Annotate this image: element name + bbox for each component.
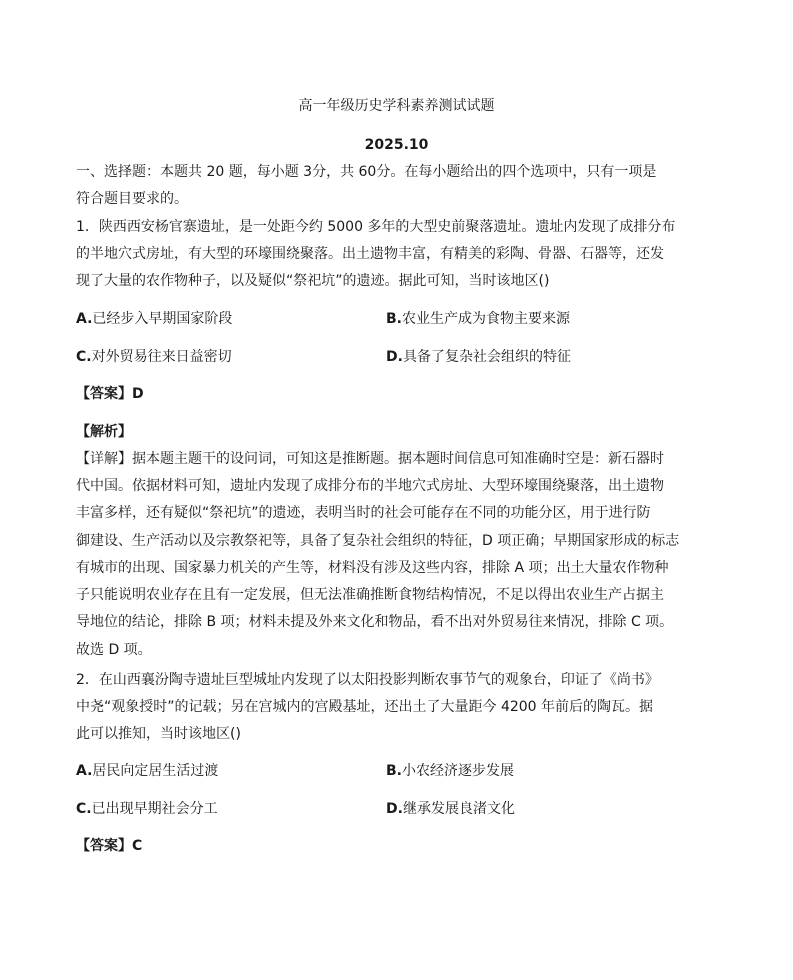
question-1-analysis-line-4: 御建设、生产活动以及宗教祭祀等，具备了复杂社会组织的特征，D 项正确；早期国家形成的标志 (76, 533, 680, 549)
option-letter: C. (76, 801, 92, 817)
question-2-option-d (386, 800, 515, 818)
question-1-analysis-label: 【解析】 (76, 424, 132, 440)
option-letter: D. (386, 801, 403, 817)
question-1-stem-line-3: 现了大量的农作物种子，以及疑似“祭祀坑”的遗迹。据此可知，当时该地区() (76, 273, 550, 289)
option-letter: D. (386, 349, 403, 365)
question-2-option-b (386, 762, 514, 780)
option-text: 已经步入早期国家阶段 (92, 311, 233, 327)
option-text: 具备了复杂社会组织的特征 (402, 349, 571, 365)
option-letter: A. (76, 311, 93, 327)
question-2-option-c (76, 800, 218, 818)
question-1-analysis-line-1: 【详解】据本题主题干的设问词，可知这是推断题。据本题时间信息可知准确时空是：新石器时 (76, 451, 664, 467)
question-1-analysis-line-6: 子只能说明农业存在且有一定发展，但无法准确推断食物结构情况，不足以得出农业生产占据主 (76, 587, 664, 603)
option-text: 对外贸易往来日益密切 (91, 349, 232, 365)
option-text: 小农经济逐步发展 (402, 763, 514, 779)
question-1-stem-line-2: 的半地穴式房址，有大型的环壕围绕聚落。出土遗物丰富，有精美的彩陶、骨器、石器等，还发 (76, 246, 664, 262)
option-letter: A. (76, 763, 93, 779)
answer-value: D (132, 386, 144, 402)
option-text: 继承发展良渚文化 (402, 801, 515, 817)
question-1-analysis-line-2: 代中国。依据材料可知，遗址内发现了成排分布的半地穴式房址、大型环壕围绕聚落，出土遗物 (76, 478, 664, 494)
answer-value: C (132, 838, 143, 854)
option-letter: B. (386, 311, 402, 327)
question-1-stem-line-1: 1．陕西西安杨官寨遗址，是一处距今约 5000 多年的大型史前聚落遗址。遗址内发现了成排分布 (76, 219, 676, 235)
question-2-stem-line-3: 此可以推知，当时该地区() (76, 726, 241, 742)
section-heading-line-1: 一、选择题：本题共 20 题，每小题 3分，共 60分。在每小题给出的四个选项中，只有一项是 (76, 164, 657, 180)
question-1-option-c (76, 348, 232, 366)
question-1-option-a (76, 310, 232, 328)
question-2-option-a (76, 762, 218, 780)
document-date: 2025.10 (364, 137, 429, 153)
question-1-analysis-line-5: 有城市的出现、国家暴力机关的产生等，材料没有涉及这些内容，排除 A 项；出土大量农作物种 (76, 560, 669, 576)
option-letter: C. (76, 349, 92, 365)
section-heading-line-2: 符合题目要求的。 (76, 191, 188, 207)
question-1-analysis-line-8: 故选 D 项。 (76, 642, 152, 658)
question-2-stem-line-1: 2．在山西襄汾陶寺遗址巨型城址内发现了以太阳投影判断农事节气的观象台，印证了《尚书》 (76, 672, 659, 688)
document-title: 高一年级历史学科素养测试试题 (298, 98, 495, 114)
option-text: 居民向定居生活过渡 (92, 763, 219, 779)
answer-label: 【答案】 (76, 386, 132, 402)
question-1-answer (76, 385, 716, 403)
question-1-option-d (386, 348, 571, 366)
question-1-analysis-line-3: 丰富多样，还有疑似“祭祀坑”的遗迹，表明当时的社会可能存在不同的功能分区，用于进行防 (76, 505, 651, 521)
option-letter: B. (386, 763, 402, 779)
question-2-answer (76, 837, 716, 855)
option-text: 农业生产成为食物主要来源 (402, 311, 570, 327)
answer-label: 【答案】 (76, 838, 132, 854)
question-1-option-b (386, 310, 570, 328)
option-text: 已出现早期社会分工 (91, 801, 218, 817)
question-2-stem-line-2: 中尧“观象授时”的记载；另在宫城内的宫殿基址，还出土了大量距今 4200 年前后的陶瓦。据 (76, 699, 654, 715)
question-1-analysis-line-7: 导地位的结论，排除 B 项；材料未提及外来文化和物品，看不出对外贸易往来情况，排除 C 项。 (76, 614, 674, 630)
